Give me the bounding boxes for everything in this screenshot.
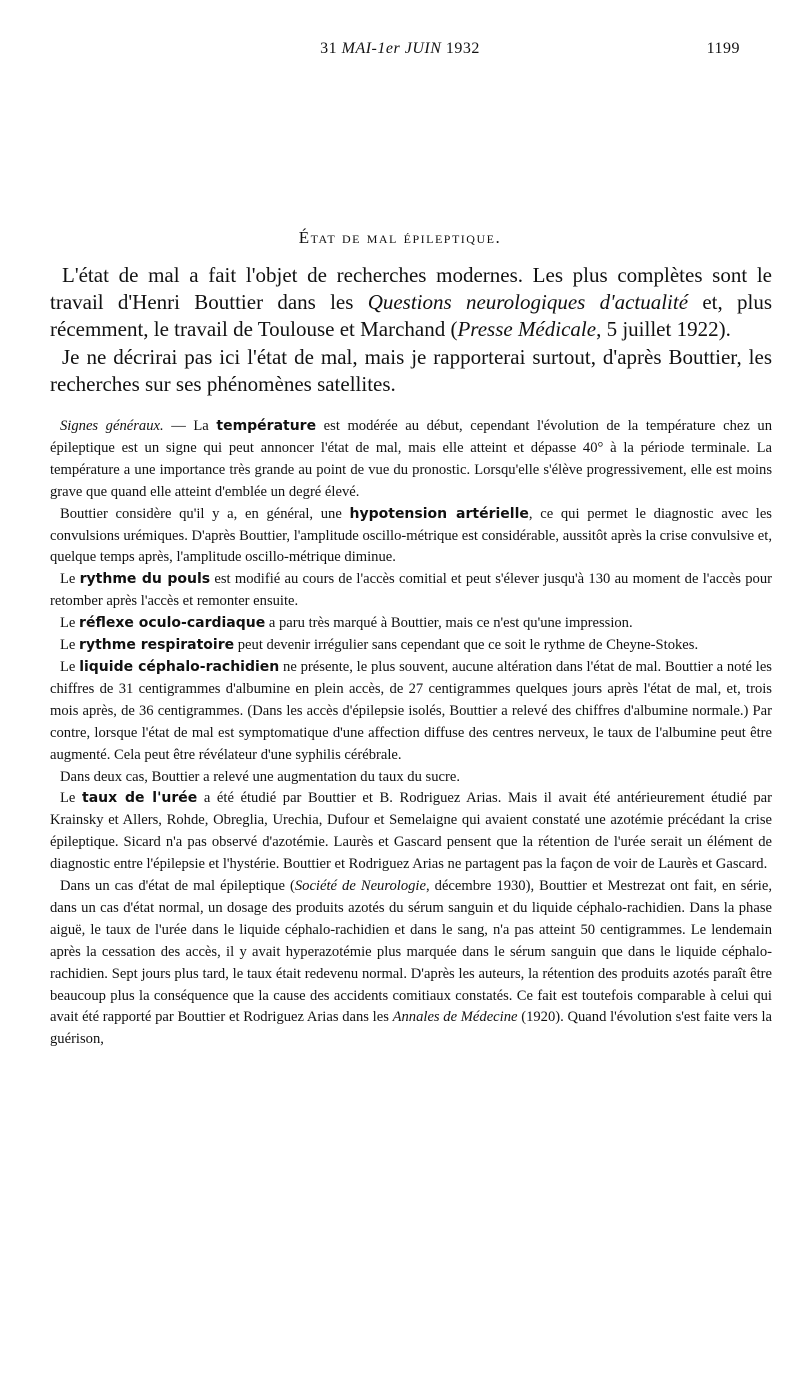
paragraph-respiratoire: Le rythme respiratoire peut devenir irrégulier sans cependant que ce soit le rythme de Cheyne-Stokes. [60,637,699,654]
intro-block [50,262,772,398]
paragraph-hypotension: Bouttier considère qu'il y a, en général, une hypotension artérielle, ce qui permet le diagnostic avec les convulsions urémiques. D'après Bouttier, l'amplitude oscillo-métrique est considérable, aussitôt après la crise convulsive et, quelque temps après, l'amplitude oscillo-métrique diminue. [50,505,772,566]
details-block [50,416,772,1051]
paragraph-liquide: Le liquide céphalo-rachidien ne présente, le plus souvent, aucune altération dans l'état de mal. Bouttier a noté les chiffres de 31 centigrammes d'albumine en plein accès, de 27 centigrammes quelques jours après l'état de mal, et, trois mois après, de 36 centigrammes. (Dans les accès d'épilepsie isolés, Bouttier a relevé des chiffres d'albumine normale.) Par contre, lorsque l'état de mal est symptomatique d'une affection diffuse des centres nerveux, le taux de l'albumine peut être augmenté. Cela peut être révélateur d'une syphilis cérébrale. [50,658,772,763]
intro-paragraph-2: Je ne décrirai pas ici l'état de mal, mais je rapporterai surtout, d'après Bouttier, les recherches sur ses phénomènes satellites. [50,345,772,396]
issue-date: 31 MAI-1er JUIN 1932 [320,40,480,57]
paragraph-uree: Le taux de l'urée a été étudié par Bouttier et B. Rodriguez Arias. Mais il avait été antérieurement étudié par Krainsky et Allers, Rohde, Obreglia, Urechia, Dufour et Semelaigne qui avaient constaté une azotémie précédant la crise épileptique. Sicard n'a pas observé d'azotémie. Laurès et Gascard pensent que la rétention de l'urée serait un élément de diagnostic entre l'épilepsie et l'hystérie. Bouttier et Rodriguez Arias ne partagent pas la façon de voir de Laurès et Gascard. [50,790,772,873]
page-number: 1199 [706,40,740,57]
paragraph-etat-de-mal-cas: Dans un cas d'état de mal épileptique (Société de Neurologie, décembre 1930), Bouttier et Mestrezat ont fait, en série, dans un cas d'état normal, un dosage des produits azotés du sérum sanguin et du liquide céphalo-rachidien. Dans la phase aiguë, le taux de l'urée dans le liquide céphalo-rachidien et dans le sang, n'a pas atteint 50 centigrammes. Le lendemain après la cessation des accès, il y avait hyperazotémie plus marquée dans le sérum sanguin que dans le liquide céphalo-rachidien. Sept jours plus tard, le taux était redevenu normal. D'après les auteurs, la rétention des produits azotés paraît être beaucoup plus la conséquence que la cause des accidents comitiaux constatés. Ce fait est toutefois comparable à celui qui avait été rapporté par Bouttier et Rodriguez Arias dans les Annales de Médecine (1920). Quand l'évolution s'est faite vers la guérison, [50,878,772,1048]
paragraph-signes-generaux: Signes généraux. — La température est modérée au début, cependant l'évolution de la température chez un épileptique est un signe qui peut annoncer l'état de mal, mais elle atteint et dépasse 40° à la période terminale. La température a une importance très grande au point de vue du pronostic. Lorsqu'elle s'élève progressivement, elle est moins grave que quand elle atteint d'emblée un degré élevé. [50,418,773,500]
section-title: État de mal épileptique. [298,228,502,247]
intro-paragraph-1: L'état de mal a fait l'objet de recherches modernes. Les plus complètes sont le travail d'Henri Bouttier dans les Questions neurologiques d'actualité et, plus récemment, le travail de Toulouse et Marchand (Presse Médicale, 5 juillet 1922). [50,263,772,341]
article-body [50,262,772,1051]
paragraph-sucre: Dans deux cas, Bouttier a relevé une augmentation du taux du sucre. [60,768,460,785]
paragraph-reflexe: Le réflexe oculo-cardiaque a paru très marqué à Bouttier, mais ce n'est qu'une impression. [60,615,633,632]
running-header [50,40,750,64]
paragraph-pouls: Le rythme du pouls est modifié au cours de l'accès comitial et peut s'élever jusqu'à 130 au moment de l'accès pour retomber après l'accès et remonter ensuite. [50,571,772,610]
